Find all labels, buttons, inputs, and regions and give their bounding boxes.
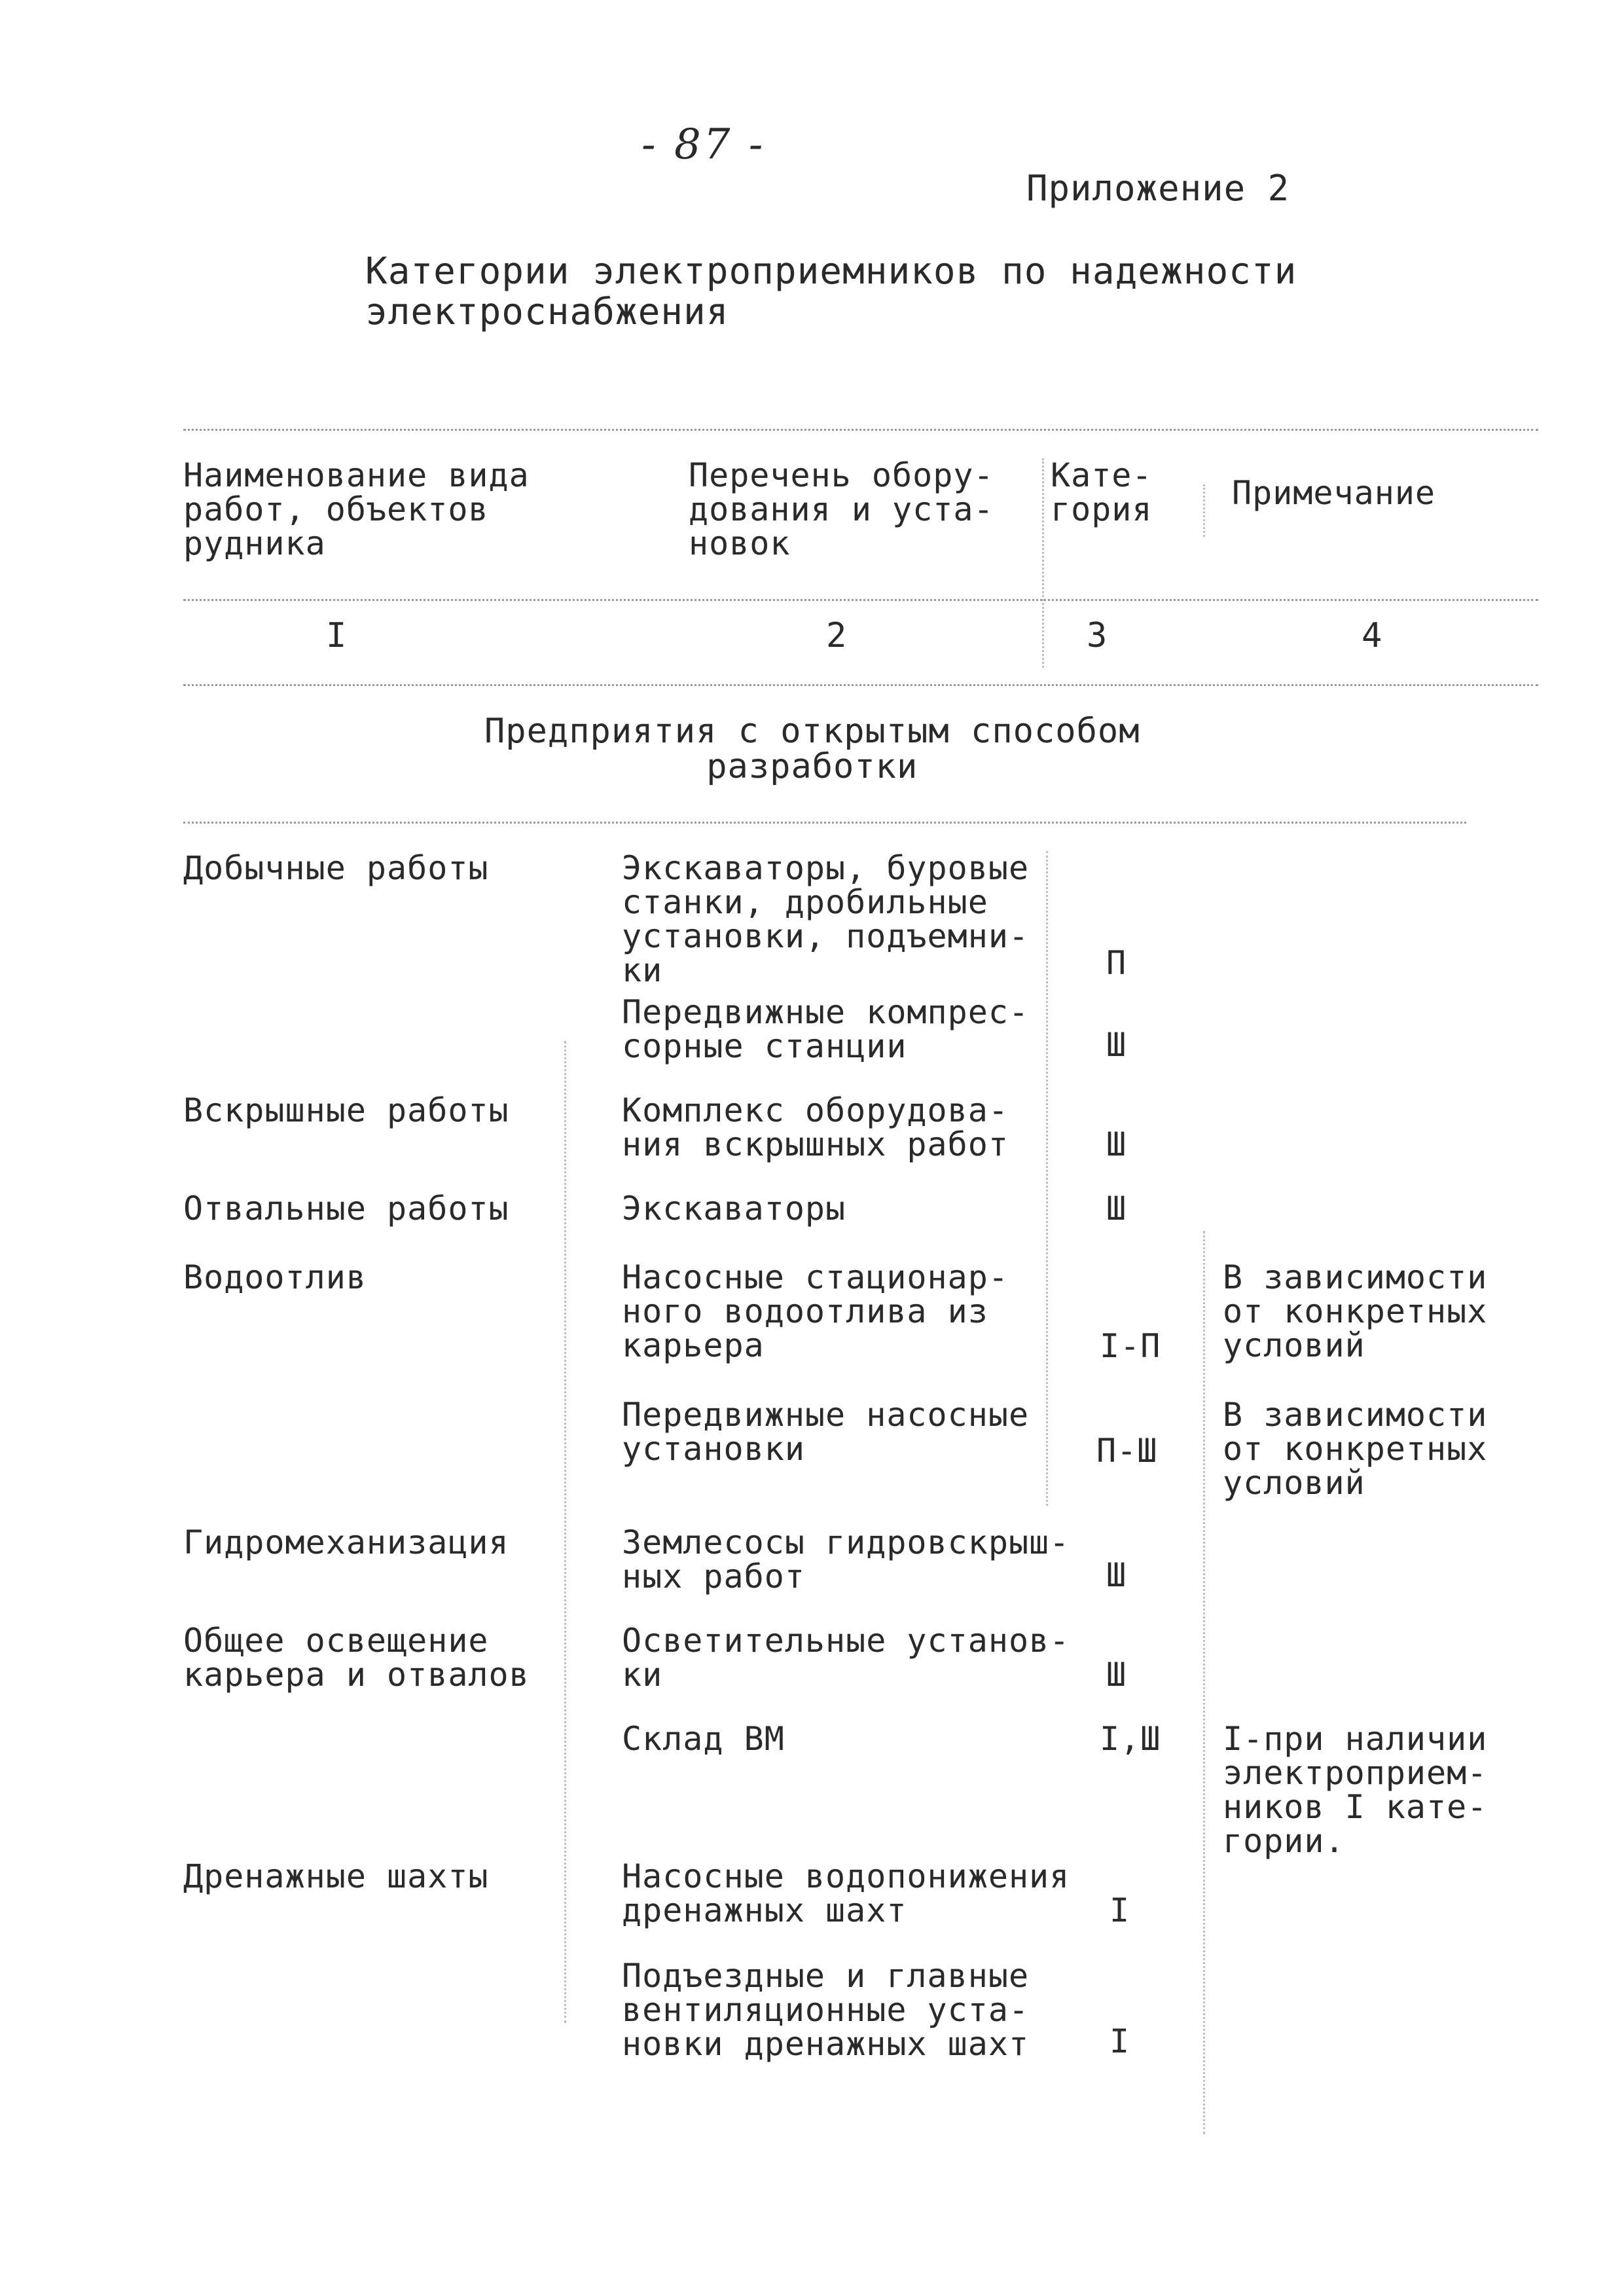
column-divider-3-body (1046, 851, 1048, 1506)
table-top-rule (183, 429, 1538, 431)
row-equipment: Осветительные установ- ки (622, 1622, 1070, 1694)
row-work: Гидромеханизация (183, 1523, 509, 1561)
row-work: Дренажные шахты (183, 1857, 489, 1895)
row-category: Ш (1106, 1556, 1127, 1594)
row-category: Ш (1106, 1656, 1127, 1694)
row-note: В зависимости от конкретных условий (1223, 1396, 1488, 1502)
row-work: Отвальные работы (183, 1190, 509, 1228)
column-number-3: 3 (1087, 616, 1108, 655)
row-category: Ш (1106, 1026, 1127, 1064)
row-category: П (1106, 944, 1127, 982)
document-title: Категории электроприемников по надежности электроснабжения (365, 250, 1297, 333)
row-equipment: Склад ВМ (622, 1720, 785, 1758)
row-note: I-при наличии электроприем- ников I кате- гории. (1223, 1720, 1488, 1860)
row-work: Общее освещение карьера и отвалов (183, 1622, 530, 1694)
section-bottom-rule (183, 822, 1466, 824)
page-number: - 87 - (641, 120, 766, 169)
column-divider-1-body (564, 1041, 566, 2023)
row-equipment: Экскаваторы (622, 1190, 846, 1228)
row-equipment: Подъездные и главные вентиляционные уста- новки дренажных шахт (622, 1957, 1030, 2063)
column-divider-4-body (1203, 1231, 1205, 2134)
row-work: Водоотлив (183, 1258, 367, 1296)
header-work-type: Наименование вида работ, объектов рудника (183, 456, 530, 562)
header-category: Кате- гория (1051, 456, 1153, 528)
numbers-bottom-rule (183, 684, 1538, 686)
section-title: Предприятия с открытым способом разработки (484, 712, 1140, 786)
row-category: Ш (1106, 1125, 1127, 1163)
row-equipment: Передвижные насосные установки (622, 1396, 1030, 1468)
column-number-2: 2 (826, 616, 848, 655)
row-category: П-Ш (1096, 1432, 1158, 1470)
row-category: I-П (1100, 1327, 1161, 1365)
row-category: I (1110, 2022, 1130, 2060)
appendix-label: Приложение 2 (1026, 168, 1290, 209)
column-divider-3 (1042, 458, 1044, 668)
row-equipment: Экскаваторы, буровые станки, дробильные установки, подъемни- ки (622, 849, 1030, 989)
column-number-4: 4 (1362, 616, 1383, 655)
header-equipment: Перечень обору- дования и уста- новок (689, 456, 994, 562)
header-bottom-rule (183, 599, 1538, 601)
row-work: Вскрышные работы (183, 1091, 509, 1129)
row-equipment: Насосные стационар- ного водоотлива из карьера (622, 1258, 1009, 1364)
row-category: Ш (1106, 1190, 1127, 1228)
row-category: I,Ш (1100, 1720, 1161, 1758)
row-note: В зависимости от конкретных условий (1223, 1258, 1488, 1364)
row-category: I (1110, 1891, 1130, 1929)
row-equipment: Комплекс оборудова- ния вскрышных работ (622, 1091, 1009, 1163)
row-equipment: Насосные водопонижения дренажных шахт (622, 1857, 1070, 1929)
row-equipment: Землесосы гидровскрыш- ных работ (622, 1523, 1070, 1595)
row-work: Добычные работы (183, 849, 489, 887)
row-equipment: Передвижные компрес- сорные станции (622, 993, 1030, 1065)
column-divider-4 (1203, 484, 1205, 537)
column-number-1: I (326, 616, 348, 655)
header-note: Примечание (1232, 474, 1436, 512)
